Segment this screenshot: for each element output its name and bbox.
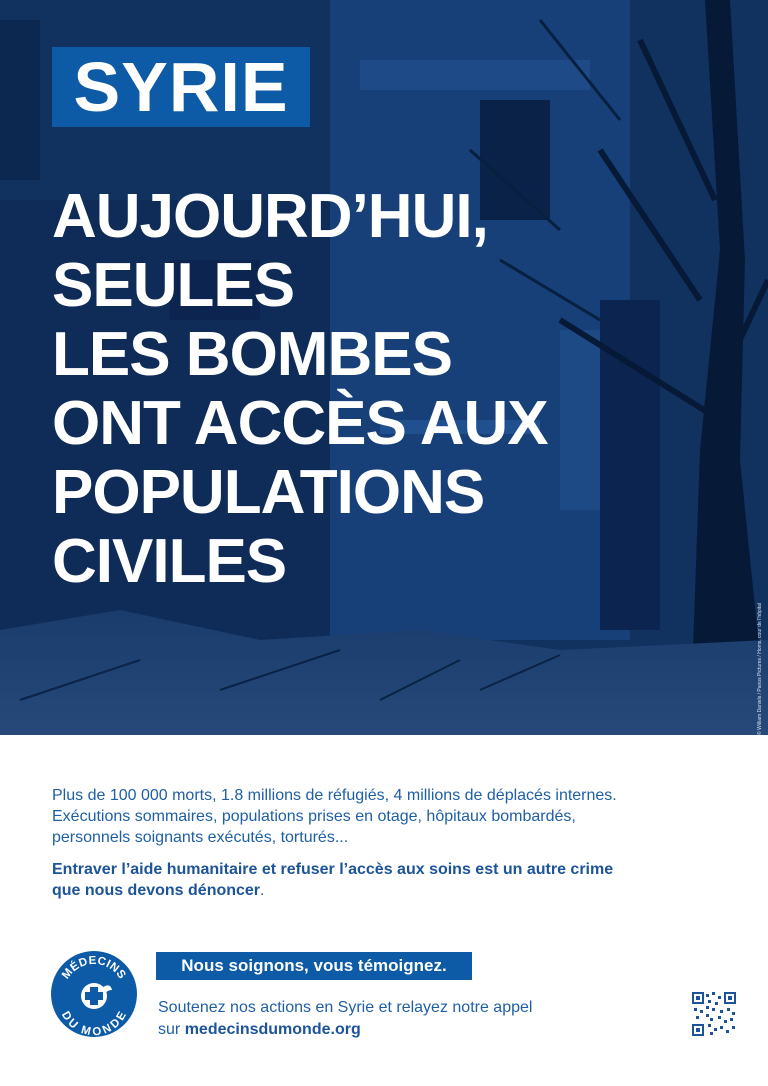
headline [52, 182, 702, 596]
medecins-du-monde-logo[interactable] [50, 950, 138, 1038]
cta-line: Soutenez nos actions en Syrie et relayez notre appel [158, 999, 533, 1016]
headline-line: ONT ACCÈS AUX [52, 389, 548, 458]
body-line: Plus de 100 000 morts, 1.8 millions de réfugiés, 4 millions de déplacés internes. [52, 787, 617, 804]
headline-line: SEULES [52, 251, 295, 320]
photo-credit: © William Daniels / Panos Pictures / Homs, cour de l’hôpital [757, 602, 763, 735]
support-call [158, 997, 658, 1041]
bold-line: que nous devons dénoncer [52, 882, 261, 899]
headline-line: CIVILES [52, 527, 287, 596]
body-line: personnels soignants exécutés, torturés... [52, 829, 349, 846]
headline-line: AUJOURD’HUI, [52, 182, 488, 251]
headline-line: POPULATIONS [52, 458, 485, 527]
tagline-banner [156, 952, 472, 980]
country-label-box [52, 47, 310, 127]
cta-prefix: sur [158, 1021, 181, 1038]
country-label: SYRIE [73, 48, 289, 126]
tagline: Nous soignons, vous témoignez. [181, 956, 447, 975]
logo-bottom-text: DU MONDE [58, 1009, 130, 1038]
headline-line: LES BOMBES [52, 320, 452, 389]
bold-line: Entraver l’aide humanitaire et refuser l’accès aux soins est un autre crime [52, 861, 614, 878]
body-text [52, 785, 692, 848]
qr-code-icon[interactable] [692, 992, 736, 1036]
logo-top-text: MÉDECINS [60, 954, 128, 982]
bold-end-punct: . [260, 882, 265, 899]
website-link[interactable]: medecinsdumonde.org [184, 1021, 361, 1038]
body-line: Exécutions sommaires, populations prises en otage, hôpitaux bombardés, [52, 808, 576, 825]
call-to-denounce [52, 859, 692, 901]
